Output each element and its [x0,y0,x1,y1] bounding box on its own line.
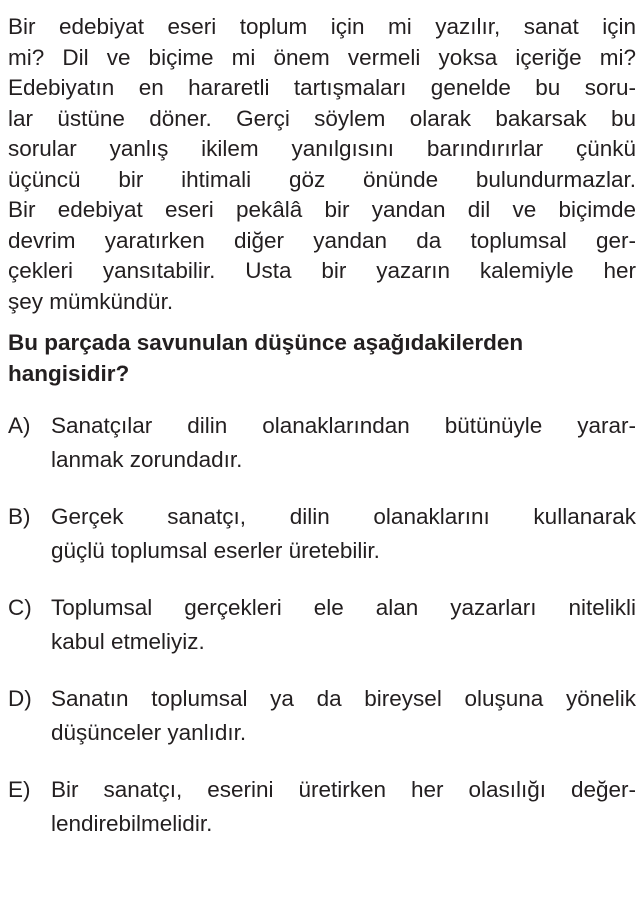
option-letter: E) [8,777,31,802]
option-text-line: Toplumsal gerçekleri ele alan yazarları nitelikli [51,595,636,620]
option-text-line: Sanatın toplumsal ya da bireysel oluşuna yönelik [51,686,636,711]
option-text-line: lanmak zorundadır. [51,447,243,472]
passage-line: mi? Dil ve biçime mi önem vermeli yoksa içeriğe mi? [8,44,636,70]
option-e[interactable] [8,775,636,839]
option-letter: A) [8,413,31,438]
passage-line: Bir edebiyat eseri toplum için mi yazılır, sanat için [8,14,636,39]
question-stem [8,328,636,389]
passage-text [8,12,636,317]
answer-options [8,411,636,839]
option-text-line: düşünceler yanlıdır. [51,720,247,745]
passage-line: Edebiyatın en hararetli tartışmaları genelde bu soru- [8,75,636,100]
passage-line: çekleri yansıtabilir. Usta bir yazarın kalemiyle her [8,258,636,283]
passage-line: şey mümkündür. [8,288,174,314]
passage-line: Bir edebiyat eseri pekâlâ bir yandan dil ve biçimde [8,197,636,222]
option-text-line: lendirebilmelidir. [51,811,213,836]
option-text-line: Bir sanatçı, eserini üretirken her olasılığı değer- [51,777,636,802]
option-d[interactable] [8,684,636,748]
question-line: Bu parçada savunulan düşünce aşağıdakilerden [8,330,524,355]
option-text-line: Sanatçılar dilin olanaklarından bütünüyle yarar- [51,413,636,438]
option-text-line: güçlü toplumsal eserler üretebilir. [51,538,380,563]
option-letter: D) [8,686,32,711]
passage-line: üçüncü bir ihtimali göz önünde bulundurmazlar. [8,166,636,192]
option-b[interactable] [8,502,636,566]
passage-line: devrim yaratırken diğer yandan da toplumsal ger- [8,227,636,253]
question-page [8,12,636,866]
question-line: hangisidir? [8,360,130,386]
option-text-line: kabul etmeliyiz. [51,629,205,654]
option-letter: C) [8,595,32,620]
option-letter: B) [8,504,31,529]
option-c[interactable] [8,593,636,657]
option-a[interactable] [8,411,636,475]
passage-line: sorular yanlış ikilem yanılgısını barındırırlar çünkü [8,136,636,161]
option-text-line: Gerçek sanatçı, dilin olanaklarını kullanarak [51,504,636,529]
passage-line: lar üstüne döner. Gerçi söylem olarak bakarsak bu [8,105,636,131]
